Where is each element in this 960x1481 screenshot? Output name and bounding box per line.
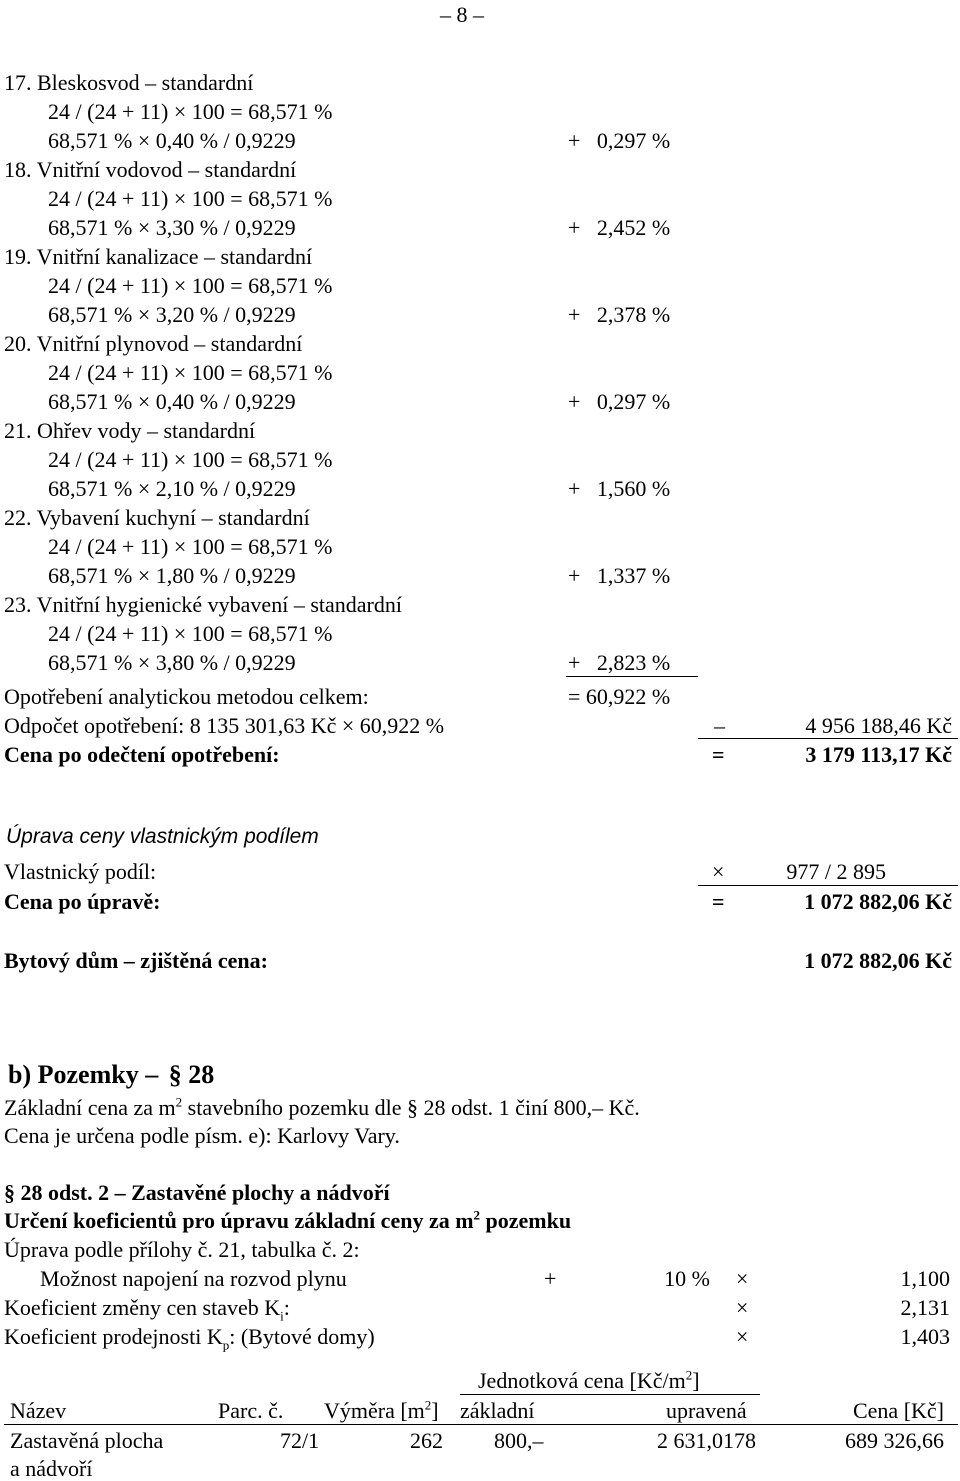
item-result: + 0,297 % [568,389,671,414]
coef-kp-label [4,1324,375,1353]
item-calc-share: 24 / (24 + 11) × 100 = 68,571 % [48,534,333,559]
land-heading-text: b) Pozemky – [8,1060,159,1089]
land-sub-heading: § 28 odst. 2 – Zastavěné plochy a nádvoří [4,1180,390,1205]
wear-deduction-sign: – [714,713,725,738]
ownership-heading: Úprava ceny vlastnickým podílem [6,825,319,848]
item-calc-wear: 68,571 % × 3,30 % / 0,9229 [48,215,296,240]
coef-ki-sub: i [280,1308,284,1324]
unit-price-rule [460,1394,760,1395]
coef-kp-sign: × [736,1324,749,1349]
col-area-b: ] [431,1398,439,1423]
unit-price-header-b: ] [692,1368,700,1393]
unit-price-header-sup: 2 [685,1367,693,1383]
item-title: 17. Bleskosvod – standardní [4,70,254,95]
item-calc-share: 24 / (24 + 11) × 100 = 68,571 % [48,360,333,385]
wear-total-label: Opotřebení analytickou metodou celkem: [4,684,369,709]
col-name-header: Název [10,1398,67,1423]
coef-gas-label: Možnost napojení na rozvod plynu [40,1266,347,1291]
unit-price-header [478,1367,700,1393]
row-area: 262 [410,1428,443,1453]
ownership-rule [698,885,958,886]
row-name-line2: a nádvoří [10,1456,93,1481]
coef-gas-value: 1,100 [900,1266,950,1291]
item-calc-wear: 68,571 % × 1,80 % / 0,9229 [48,563,296,588]
item-title: 20. Vnitřní plynovod – standardní [4,331,303,356]
coef-kp-sub: p [222,1337,230,1353]
item-calc-wear: 68,571 % × 2,10 % / 0,9229 [48,476,296,501]
deduction-rule [698,738,958,739]
coef-ki-label-a: Koeficient změny cen staveb K [4,1295,281,1320]
col-adj-header: upravená [666,1398,747,1423]
coef-heading-a: Určení koeficientů pro úpravu základní ceny za m [4,1208,474,1233]
coef-kp-value: 1,403 [900,1324,950,1349]
item-calc-wear: 68,571 % × 0,40 % / 0,9229 [48,128,296,153]
row-base: 800,– [494,1428,544,1453]
coef-heading-sup: 2 [473,1207,481,1223]
col-parc-header: Parc. č. [218,1398,284,1423]
coef-gas-mid-value: 10 % [664,1266,710,1291]
wear-deduction-value: 4 956 188,46 Kč [805,713,952,738]
item-calc-share: 24 / (24 + 11) × 100 = 68,571 % [48,186,333,211]
row-adj: 2 631,0178 [657,1428,756,1453]
items-total-rule [566,676,698,677]
item-calc-share: 24 / (24 + 11) × 100 = 68,571 % [48,99,333,124]
table-header-rule [4,1424,958,1425]
adjusted-price-value: 1 072 882,06 Kč [804,889,952,914]
wear-deduction-label: Odpočet opotřebení: 8 135 301,63 Kč × 60,922 % [4,713,445,738]
col-price-header: Cena [Kč] [852,1398,944,1423]
col-area-sup: 2 [424,1397,432,1413]
ownership-share-label: Vlastnický podíl: [4,859,157,884]
price-after-wear-value: 3 179 113,17 Kč [805,742,952,767]
price-after-wear-sign: = [712,742,725,767]
item-calc-wear: 68,571 % × 3,80 % / 0,9229 [48,650,296,675]
coef-ki-sign: × [736,1295,749,1320]
item-result: + 0,297 % [568,128,671,153]
base-price-text-a: Základní cena za m [4,1095,176,1120]
found-price-label: Bytový dům – zjištěná cena: [4,948,268,973]
item-result: + 2,823 % [568,650,671,675]
coef-ki-label [4,1295,290,1324]
annex-line: Úprava podle přílohy č. 21, tabulka č. 2: [4,1237,360,1262]
unit-price-header-a: Jednotková cena [Kč/m [478,1368,686,1393]
ownership-share-value: 977 / 2 895 [786,859,886,884]
coef-ki-value: 2,131 [900,1295,950,1320]
item-result: + 2,452 % [568,215,671,240]
row-parc: 72/1 [280,1428,320,1453]
item-calc-wear: 68,571 % × 3,20 % / 0,9229 [48,302,296,327]
coef-gas-sign: × [736,1266,749,1291]
found-price-value: 1 072 882,06 Kč [804,948,952,973]
item-result: + 1,337 % [568,563,671,588]
item-calc-wear: 68,571 % × 0,40 % / 0,9229 [48,389,296,414]
item-calc-share: 24 / (24 + 11) × 100 = 68,571 % [48,621,333,646]
wear-total-value: = 60,922 % [568,684,671,709]
col-base-header: základní [460,1398,535,1423]
row-price: 689 326,66 [845,1428,944,1453]
coef-gas-mid-sign: + [544,1266,557,1291]
coef-ki-label-b: : [283,1295,290,1320]
base-price-sup: 2 [175,1094,183,1110]
base-price-line [4,1094,640,1120]
city-line: Cena je určena podle písm. e): Karlovy Vary. [4,1123,400,1148]
item-title: 22. Vybavení kuchyní – standardní [4,505,310,530]
item-title: 23. Vnitřní hygienické vybavení – standardní [4,592,402,617]
col-area-header [324,1397,439,1423]
base-price-text-b: stavebního pozemku dle § 28 odst. 1 činí 800,– Kč. [182,1095,640,1120]
adjusted-price-sign: = [712,889,725,914]
coef-kp-label-a: Koeficient prodejnosti K [4,1324,223,1349]
item-title: 18. Vnitřní vodovod – standardní [4,157,297,182]
coef-kp-label-b: : (Bytové domy) [229,1324,375,1349]
adjusted-price-label: Cena po úpravě: [4,889,161,914]
row-name-line1: Zastavěná plocha [10,1428,164,1453]
col-area-a: Výměra [m [324,1398,425,1423]
coef-heading [4,1207,572,1233]
item-title: 21. Ohřev vody – standardní [4,418,256,443]
item-calc-share: 24 / (24 + 11) × 100 = 68,571 % [48,273,333,298]
item-result: + 2,378 % [568,302,671,327]
land-heading [8,1062,214,1088]
price-after-wear-label: Cena po odečtení opotřebení: [4,742,280,767]
item-calc-share: 24 / (24 + 11) × 100 = 68,571 % [48,447,333,472]
item-title: 19. Vnitřní kanalizace – standardní [4,244,313,269]
item-result: + 1,560 % [568,476,671,501]
page-number: – 8 – [440,2,484,27]
land-heading-section: § 28 [168,1060,215,1089]
ownership-share-sign: × [712,859,725,884]
coef-heading-b: pozemku [480,1208,572,1233]
